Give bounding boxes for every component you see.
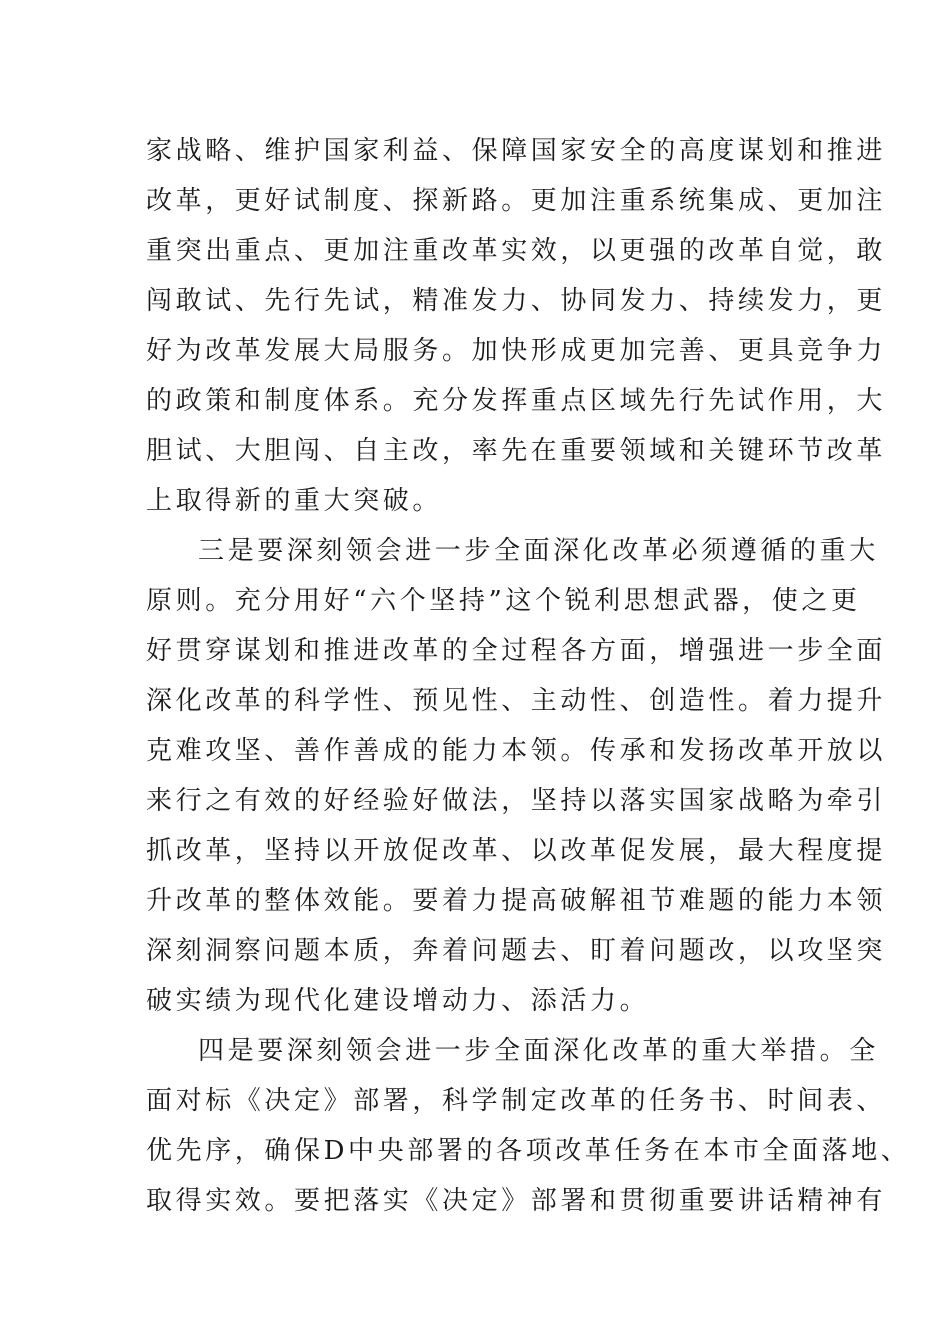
text-line: 好贯穿谋划和推进改革的全过程各方面，增强进一步全面 (146, 636, 887, 666)
text-line: 的政策和制度体系。充分发挥重点区域先行先试作用，大 (146, 386, 887, 416)
paragraph-start-line: 三是要深刻领会进一步全面深化改革必须遵循的重大 (198, 536, 879, 566)
text-line: 重突出重点、更加注重改革实效，以更强的改革自觉，敢 (146, 236, 887, 266)
text-line: 破实绩为现代化建设增动力、添活力。 (146, 986, 650, 1016)
text-line: 升改革的整体效能。要着力提高破解祖节难题的能力本领 (146, 886, 887, 916)
text-line: 好为改革发展大局服务。加快形成更加完善、更具竞争力 (146, 336, 887, 366)
text-line: 面对标《决定》部署，科学制定改革的任务书、时间表、 (146, 1086, 887, 1116)
text-line: 来行之有效的好经验好做法，坚持以落实国家战略为牵引 (146, 786, 887, 816)
document-page (146, 126, 911, 1226)
text-line: 胆试、大胆闯、自主改，率先在重要领域和关键环节改革 (146, 436, 887, 466)
text-line: 上取得新的重大突破。 (146, 486, 443, 516)
text-line: 深刻洞察问题本质，奔着问题去、盯着问题改，以攻坚突 (146, 936, 887, 966)
text-line: 抓改革，坚持以开放促改革、以改革促发展，最大程度提 (146, 836, 887, 866)
text-line: 深化改革的科学性、预见性、主动性、创造性。着力提升 (146, 686, 887, 716)
text-line: 克难攻坚、善作善成的能力本领。传承和发扬改革开放以 (146, 736, 887, 766)
text-line: 取得实效。要把落实《决定》部署和贯彻重要讲话精神有 (146, 1186, 887, 1216)
paragraph-start-line: 四是要深刻领会进一步全面深化改革的重大举措。全 (198, 1036, 879, 1066)
text-line: 家战略、维护国家利益、保障国家安全的高度谋划和推进 (146, 136, 887, 166)
text-line: 原则。充分用好“六个坚持”这个锐利思想武器，使之更 (146, 586, 861, 616)
text-line: 闯敢试、先行先试，精准发力、协同发力、持续发力，更 (146, 286, 887, 316)
text-line: 改革，更好试制度、探新路。更加注重系统集成、更加注 (146, 186, 887, 216)
text-line: 优先序，确保D中央部署的各项改革任务在本市全面落地、 (146, 1136, 911, 1166)
